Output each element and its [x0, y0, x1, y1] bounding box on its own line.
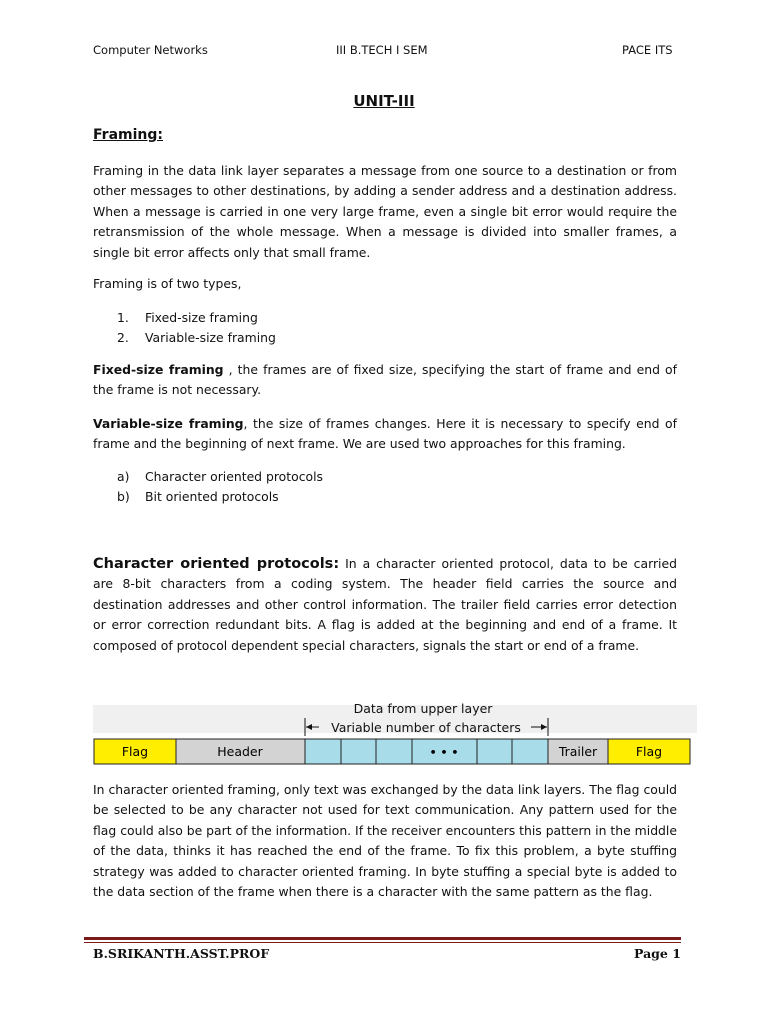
list-marker: 1.	[117, 310, 129, 325]
fixed-size-term: Fixed-size framing	[93, 362, 224, 377]
variable-size-paragraph	[93, 414, 677, 455]
footer-author: B.SRIKANTH.ASST.PROF	[93, 946, 270, 961]
running-header-course: Computer Networks	[93, 43, 208, 57]
character-oriented-paragraph	[93, 554, 677, 656]
list-item	[93, 487, 323, 507]
list-item-text: Bit oriented protocols	[145, 489, 279, 504]
variable-size-term: Variable-size framing	[93, 416, 244, 431]
types-intro	[93, 274, 677, 294]
list-item	[93, 328, 276, 348]
data-char-cell	[305, 739, 341, 764]
character-oriented-term: Character oriented protocols:	[93, 556, 340, 572]
running-header-institute: PACE ITS	[622, 43, 673, 57]
list-marker: a)	[117, 469, 130, 484]
types-intro-text: Framing is of two types,	[93, 276, 242, 291]
framing-types-list	[93, 308, 276, 348]
data-char-cell	[341, 739, 376, 764]
data-char-cell	[376, 739, 412, 764]
intro-paragraph	[93, 161, 677, 263]
variable-characters-label: Variable number of characters	[331, 720, 521, 735]
frame-format-diagram	[93, 697, 697, 769]
unit-title: UNIT-III	[353, 92, 415, 110]
intro-text: Framing in the data link layer separates a message from one source to a destination or from other messages to other destinations, by adding a sender address and a destination address. When a message is carried in one very large frame, even a single bit error would require the retransmission of the whole message. When a message is divided into smaller frames, a single bit error affects only that small frame.	[93, 163, 677, 260]
list-item	[93, 467, 323, 487]
fixed-size-paragraph	[93, 360, 677, 401]
footer-page-number: Page 1	[634, 946, 681, 961]
variable-size-text: , the size of frames changes. Here it is necessary to specify end of frame and the beginning of next frame. We are used two approaches for this framing.	[93, 416, 678, 452]
flag-label-right: Flag	[635, 744, 663, 759]
closing-paragraph	[93, 780, 677, 902]
list-item-text: Variable-size framing	[145, 330, 276, 345]
trailer-label: Trailer	[558, 744, 598, 759]
fixed-size-text: , the frames are of fixed size, specifying the start of frame and end of the frame is not necessary.	[93, 362, 677, 398]
header-label: Header	[217, 744, 263, 759]
ellipsis-label: • • •	[429, 746, 459, 759]
data-char-cell	[512, 739, 548, 764]
footer-rule	[84, 937, 681, 940]
closing-text: In character oriented framing, only text was exchanged by the data link layers. The flag could be selected to be any character not used for text communication. Any pattern used for the flag could also be part of the information. If the receiver encounters this pattern in the middle of the data, thinks it has reached the end of the frame. To fix this problem, a byte stuffing strategy was added to character oriented framing. In byte stuffing a special byte is added to the data section of the frame when there is a character with the same pattern as the flag.	[93, 782, 677, 900]
data-char-cell	[477, 739, 512, 764]
list-item-text: Fixed-size framing	[145, 310, 258, 325]
upper-layer-label: Data from upper layer	[353, 701, 493, 716]
flag-label-left: Flag	[121, 744, 149, 759]
list-marker: b)	[117, 489, 130, 504]
approaches-list	[93, 467, 323, 507]
list-marker: 2.	[117, 330, 129, 345]
running-header-semester: III B.TECH I SEM	[336, 43, 428, 57]
section-title: Framing:	[93, 127, 163, 143]
list-item-text: Character oriented protocols	[145, 469, 323, 484]
list-item	[93, 308, 276, 328]
footer-rule-thin	[84, 942, 681, 943]
character-oriented-text: In a character oriented protocol, data to be carried are 8-bit characters from a coding system. The header field carries the source and destination addresses and other control information. The trailer field carries error detection or error correction redundant bits. A flag is added at the beginning and end of a frame. It composed of protocol dependent special characters, signals the start or end of a frame.	[93, 556, 677, 653]
